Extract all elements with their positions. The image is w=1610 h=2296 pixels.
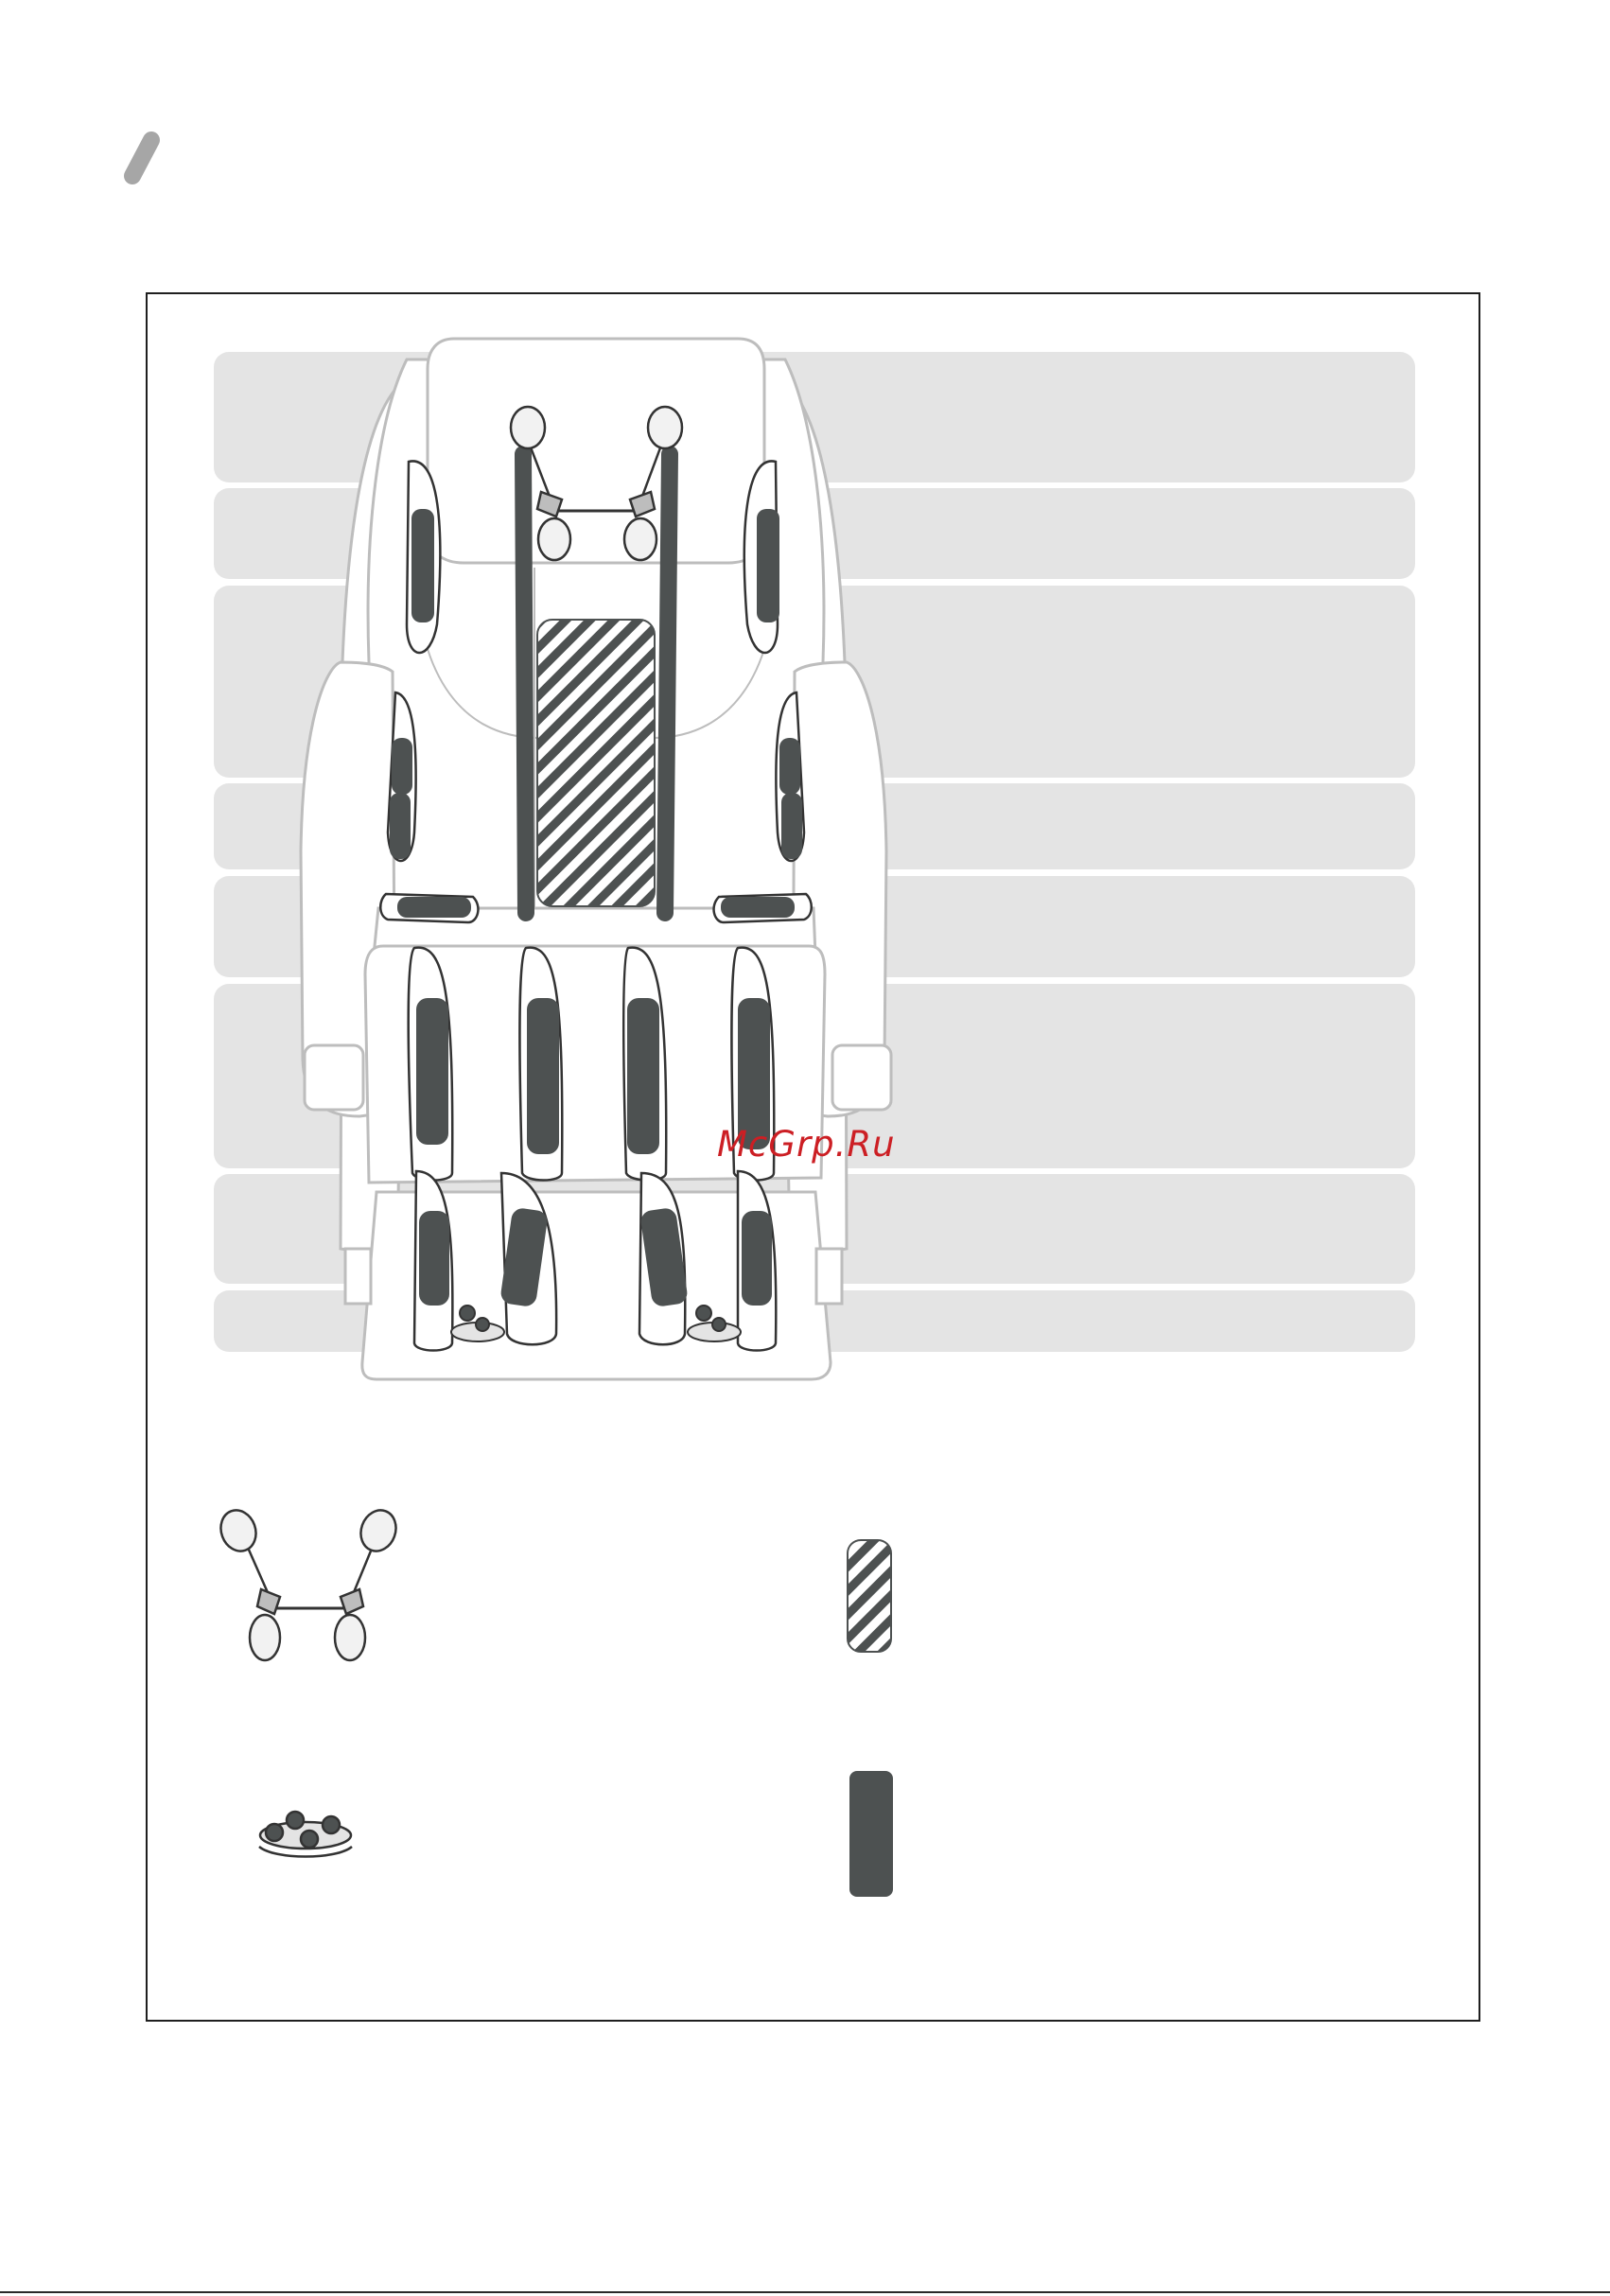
massage-rollers-icon [216,1505,402,1660]
watermark: McGrp.Ru [717,1124,896,1165]
airbag-icon [849,1771,893,1897]
foot-roller-icon [259,1812,352,1857]
heating-pad [537,620,655,906]
footer-rule [0,2291,1610,2293]
heating-pad-icon [848,1540,891,1652]
